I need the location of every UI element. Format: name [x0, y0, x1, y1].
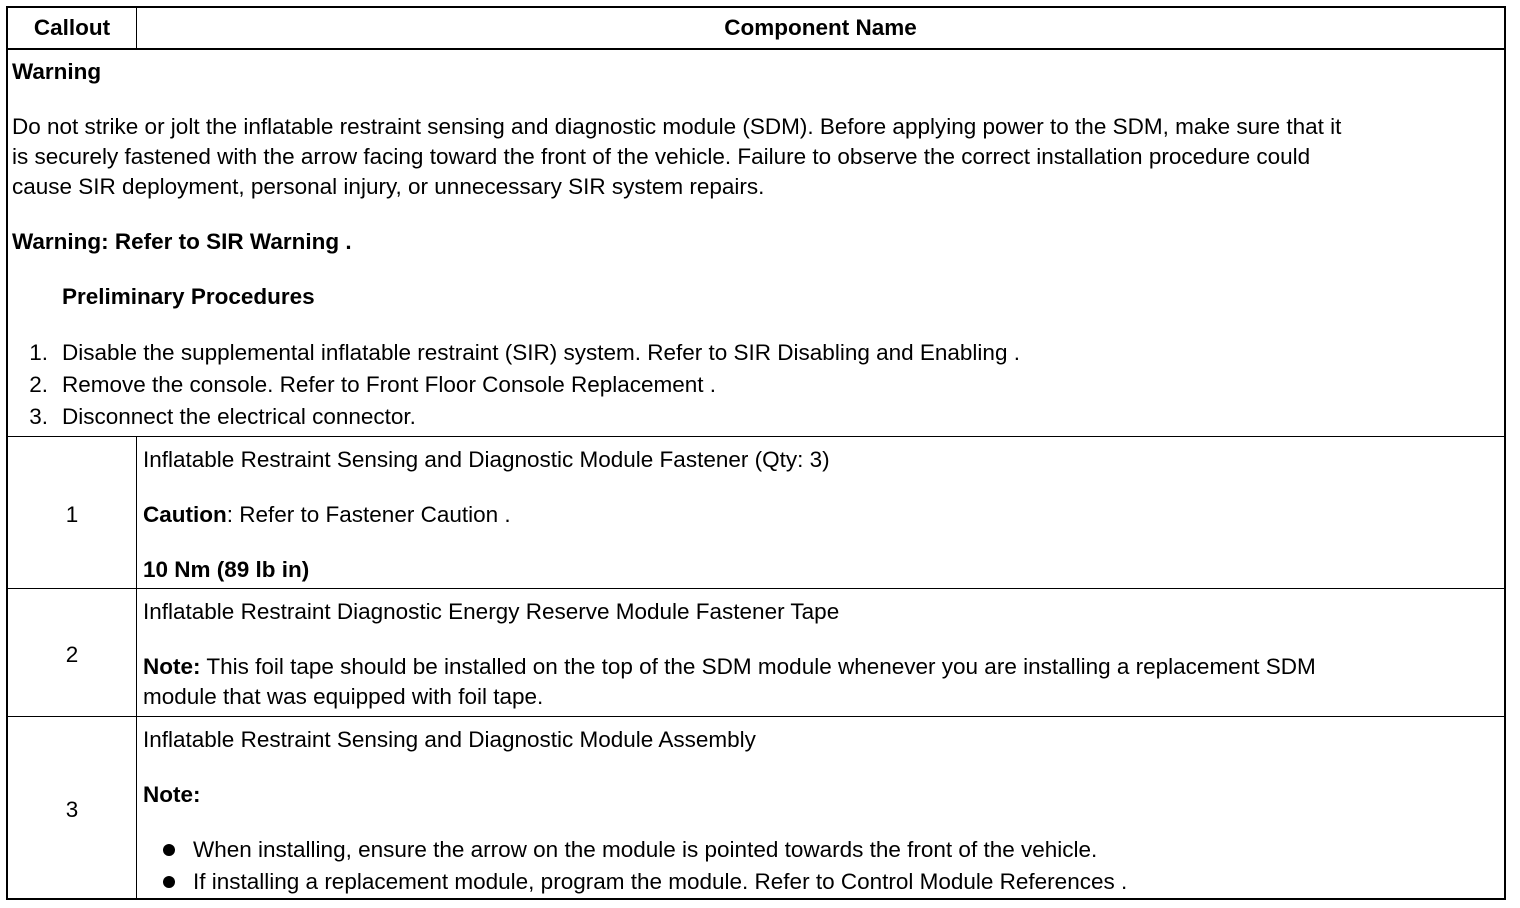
header-callout: Callout [33, 15, 111, 40]
step-text: Disconnect the electrical connector. [62, 404, 416, 429]
caution-text: : Refer to Fastener Caution . [226, 502, 511, 527]
header-component-name: Component Name [724, 15, 917, 40]
row-3-note-label: Note: [143, 782, 201, 807]
row-divider-3 [8, 716, 1504, 717]
row-1-component-name: Inflatable Restraint Sensing and Diagnostic Module Fastener (Qty: 3) [143, 447, 830, 472]
row-2-note-line-1 [143, 652, 1316, 682]
body-column-divider [136, 436, 137, 900]
bullet-icon [163, 844, 175, 856]
row-3-bullet: If installing a replacement module, program the module. Refer to Control Module References . [193, 869, 1128, 894]
component-table [6, 6, 1506, 900]
row-1-caution [143, 500, 511, 530]
sir-warning: Warning: Refer to SIR Warning . [12, 229, 352, 254]
row-1-callout: 1 [65, 502, 79, 527]
row-3-callout: 3 [65, 797, 79, 822]
note-label: Note: [143, 654, 201, 679]
header-divider [8, 48, 1504, 50]
row-3-component-name: Inflatable Restraint Sensing and Diagnostic Module Assembly [143, 727, 756, 752]
step-text: Remove the console. Refer to Front Floor Console Replacement . [62, 372, 717, 397]
row-2-component-name: Inflatable Restraint Diagnostic Energy Reserve Module Fastener Tape [143, 599, 840, 624]
row-divider-2 [8, 588, 1504, 589]
row-2-note-line-2: module that was equipped with foil tape. [143, 684, 544, 709]
preliminary-procedures-title: Preliminary Procedures [62, 284, 315, 309]
row-3-bullet: When installing, ensure the arrow on the module is pointed towards the front of the vehicle. [193, 837, 1098, 862]
bullet-icon [163, 876, 175, 888]
warning-text-line-1: Do not strike or jolt the inflatable restraint sensing and diagnostic module (SDM). Before applying power to the SDM, make sure that it [12, 114, 1342, 139]
step-number: 1. [29, 340, 48, 365]
warning-title: Warning [12, 59, 102, 84]
row-2-callout: 2 [65, 642, 79, 667]
caution-label: Caution [143, 502, 227, 527]
row-divider-1 [8, 436, 1504, 437]
step-text: Disable the supplemental inflatable restraint (SIR) system. Refer to SIR Disabling and Enabling . [62, 340, 1020, 365]
step-number: 2. [29, 372, 48, 397]
warning-text-line-3: cause SIR deployment, personal injury, or unnecessary SIR system repairs. [12, 174, 765, 199]
warning-text-line-2: is securely fastened with the arrow facing toward the front of the vehicle. Failure to observe the correct installation procedure could [12, 144, 1311, 169]
note-text: This foil tape should be installed on the top of the SDM module whenever you are installing a replacement SDM [200, 654, 1316, 679]
row-1-torque: 10 Nm (89 lb in) [143, 557, 310, 582]
step-number: 3. [29, 404, 48, 429]
